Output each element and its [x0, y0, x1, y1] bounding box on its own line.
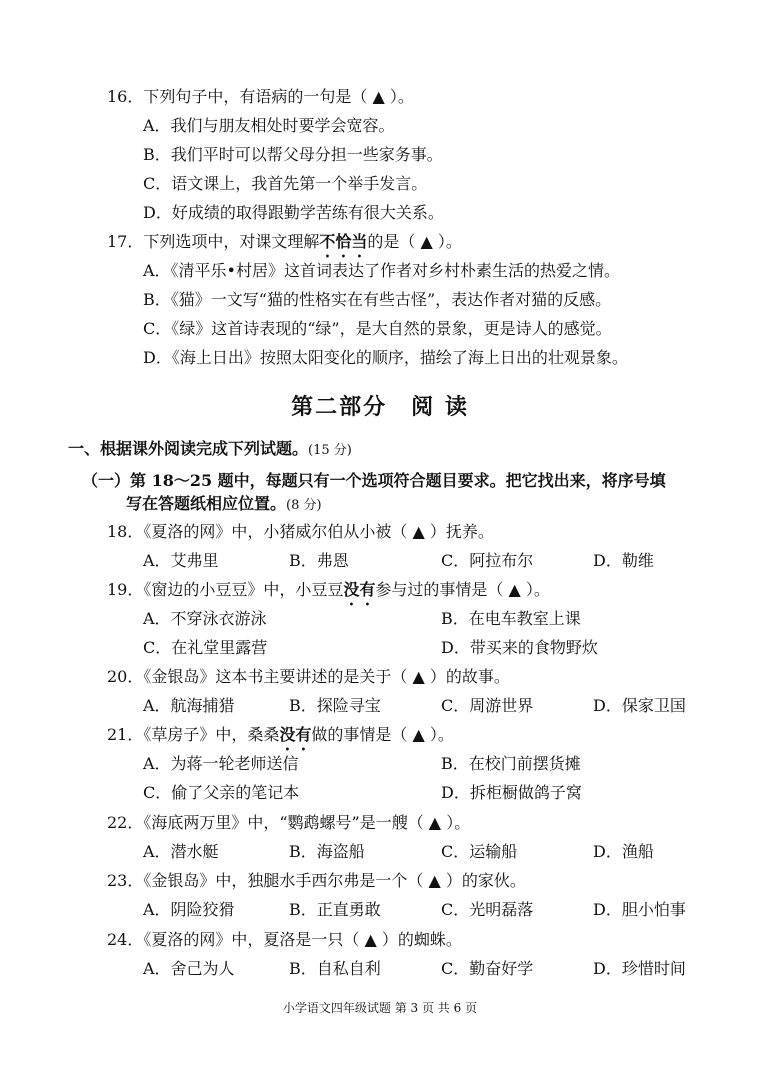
- q19-option-a: A．不穿泳衣游泳: [143, 609, 267, 628]
- q21-option-a: A．为蒋一轮老师送信: [143, 754, 299, 773]
- q24-option-b: B．自私自利: [289, 959, 381, 978]
- q21-stem-pre: 21．《草房子》中，桑桑: [107, 725, 280, 744]
- q19-stem-pre: 19．《窗边的小豆豆》中，小豆豆: [107, 580, 344, 599]
- q19-stem-emphasis: 没有: [343, 580, 376, 599]
- q19-option-b: B．在电车教室上课: [441, 609, 581, 628]
- q24-option-d: D．珍惜时间: [593, 959, 686, 978]
- q21-stem-emphasis: 没有: [279, 725, 312, 744]
- q20-option-d: D．保家卫国: [593, 696, 686, 715]
- part-2-title: 第二部分 阅 读: [291, 394, 469, 420]
- q17-option-c: C．《绿》这首诗表现的“绿”，是大自然的景象，更是诗人的感觉。: [143, 319, 612, 338]
- q21-option-b: B．在校门前摆货摊: [441, 754, 581, 773]
- q17-stem-post: 的是（ ▲ ）。: [367, 232, 462, 251]
- q18-option-c: C．阿拉布尔: [441, 551, 534, 570]
- q24-option-a: A．舍己为人: [143, 959, 235, 978]
- q23-option-a: A．阴险狡猾: [143, 900, 235, 919]
- question-20-stem: 20．《金银岛》这本书主要讲述的是关于（ ▲ ）的故事。: [107, 667, 510, 686]
- page-footer: 小学语文四年级试题 第 3 页 共 6 页: [282, 1001, 478, 1015]
- q18-option-a: A．艾弗里: [143, 551, 219, 570]
- q17-stem-emphasis: 不恰当: [319, 232, 368, 251]
- q22-option-b: B．海盗船: [289, 842, 365, 861]
- q22-option-c: C．运输船: [441, 842, 518, 861]
- q22-option-d: D．渔船: [593, 842, 654, 861]
- section-1-heading-text: 一、根据课外阅读完成下列试题。: [68, 439, 309, 458]
- subsection-1-line-1: （一）第 18～25 题中，每题只有一个选项符合题目要求。把它找出来，将序号填: [82, 471, 666, 490]
- q17-option-d: D．《海上日出》按照太阳变化的顺序，描绘了海上日出的壮观景象。: [143, 348, 628, 367]
- q18-option-b: B．弗恩: [289, 551, 349, 570]
- q17-stem-pre: 17．下列选项中，对课文理解: [107, 232, 320, 251]
- q17-option-a: A．《清平乐•村居》这首词表达了作者对乡村朴素生活的热爱之情。: [143, 261, 620, 280]
- subsection-1-score: (8 分): [286, 498, 322, 513]
- question-17-stem: [107, 231, 462, 261]
- q21-option-c: C．偷了父亲的笔记本: [143, 783, 300, 802]
- q20-option-b: B．探险寻宝: [289, 696, 381, 715]
- subsection-1-line-2-text: 写在答题纸相应位置。: [126, 494, 287, 513]
- q16-option-c: C．语文课上，我首先第一个举手发言。: [143, 174, 428, 193]
- q18-option-d: D．勒维: [593, 551, 654, 570]
- q21-stem-post: 做的事情是（ ▲ ）。: [311, 725, 454, 744]
- subsection-1-line-2: [126, 493, 322, 517]
- q23-option-b: B．正直勇敢: [289, 900, 381, 919]
- section-1-score: (15 分): [308, 443, 352, 458]
- section-1-heading: [68, 438, 352, 462]
- q16-option-d: D．好成绩的取得跟勤学苦练有很大关系。: [143, 203, 444, 222]
- q20-option-a: A．航海捕猎: [143, 696, 235, 715]
- q16-option-b: B．我们平时可以帮父母分担一些家务事。: [143, 145, 443, 164]
- q17-option-b: B．《猫》一文写“猫的性格实在有些古怪”，表达作者对猫的反感。: [143, 290, 612, 309]
- q20-option-c: C．周游世界: [441, 696, 534, 715]
- q23-option-d: D．胆小怕事: [593, 900, 686, 919]
- q19-option-c: C．在礼堂里露营: [143, 638, 268, 657]
- q23-option-c: C．光明磊落: [441, 900, 534, 919]
- question-22-stem: 22．《海底两万里》中，“鹦鹉螺号”是一艘（ ▲ ）。: [107, 813, 471, 832]
- question-23-stem: 23．《金银岛》中，独腿水手西尔弗是一个（ ▲ ）的家伙。: [107, 871, 526, 890]
- q22-option-a: A．潜水艇: [143, 842, 219, 861]
- question-21-stem: [107, 724, 454, 754]
- q16-option-a: A．我们与朋友相处时要学会宽容。: [143, 116, 395, 135]
- question-24-stem: 24．《夏洛的网》中，夏洛是一只（ ▲ ）的蜘蛛。: [107, 930, 462, 949]
- q21-option-d: D．拆柜橱做鸽子窝: [441, 783, 582, 802]
- question-16-stem: 16．下列句子中，有语病的一句是（ ▲ ）。: [107, 87, 414, 106]
- question-18-stem: 18．《夏洛的网》中，小猪威尔伯从小被（ ▲ ）抚养。: [107, 522, 494, 541]
- question-19-stem: [107, 579, 550, 609]
- q24-option-c: C．勤奋好学: [441, 959, 534, 978]
- q19-option-d: D．带买来的食物野炊: [441, 638, 598, 657]
- q19-stem-post: 参与过的事情是（ ▲ ）。: [375, 580, 550, 599]
